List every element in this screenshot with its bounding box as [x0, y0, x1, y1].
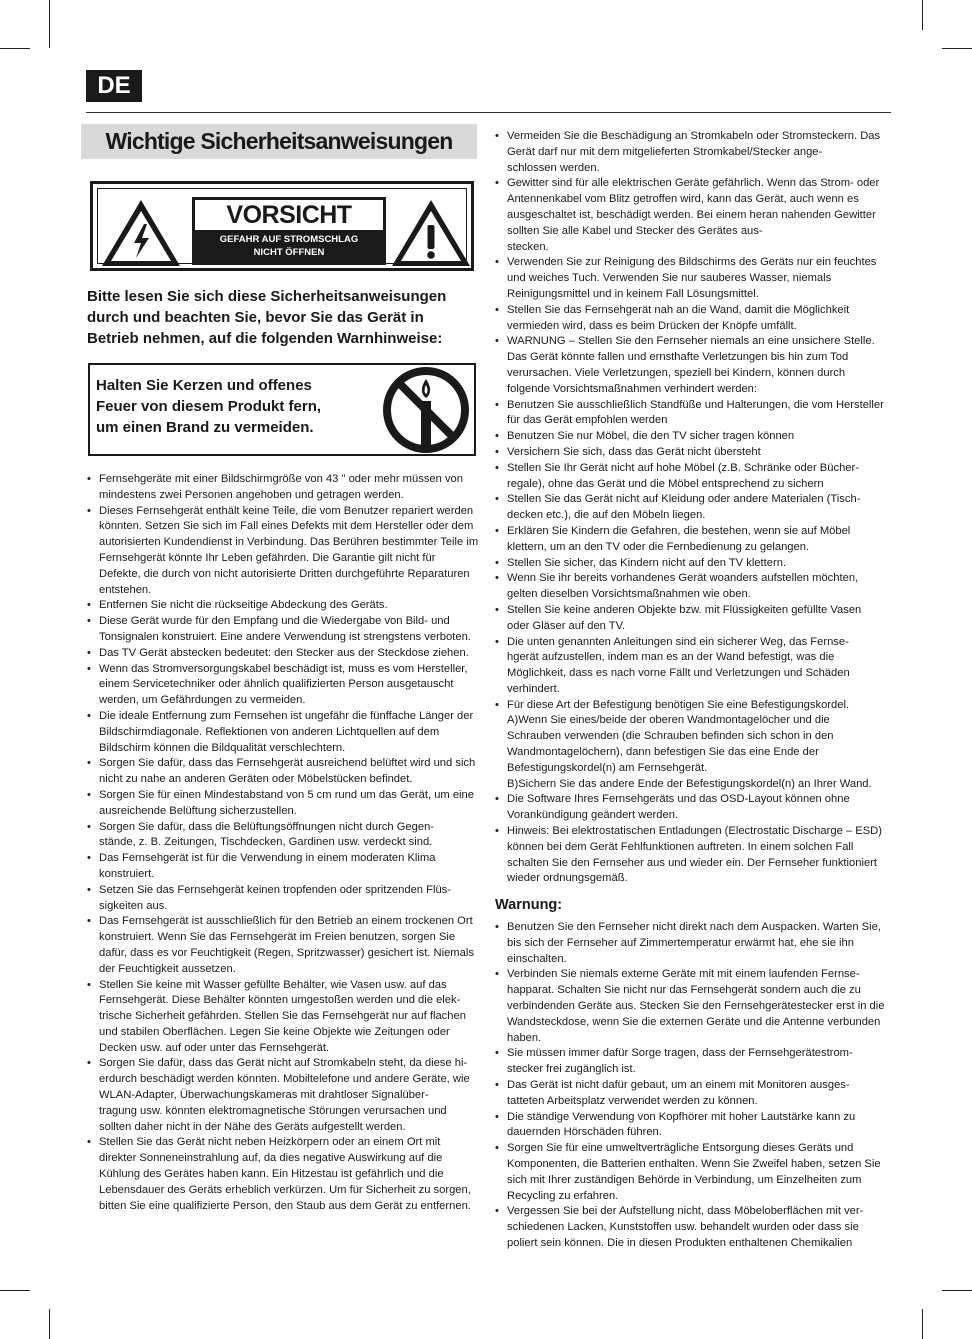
caution-panel [192, 197, 386, 265]
safety-list-item: • Das TV Gerät abstecken bedeutet: den Stecker aus der Steckdose ziehen. [87, 646, 479, 662]
safety-list-item: • Sorgen Sie für einen Mindestabstand von 5 cm rund um das Gerät, um eine ausreichende Belüftung sicherzustellen. [87, 788, 479, 820]
safety-list-item: • Die Software Ihres Fernsehgeräts und das OSD-Layout können ohne Vorankündigung geändert werden. [495, 792, 885, 824]
safety-list-item: • Sorgen Sie dafür, dass das Fernsehgerät ausreichend belüftet wird und sich nicht zu nahe an anderen Geräten oder Möbelstücken befindet. [87, 756, 479, 788]
crop-mark [942, 1290, 972, 1291]
caution-inner-frame [97, 188, 467, 264]
candle-warning-box [88, 363, 476, 456]
crop-mark [49, 1309, 50, 1339]
safety-list-item: • Stellen Sie das Gerät nicht neben Heizkörpern oder an einem Ort mit direkter Sonneneinstrahlung auf, da dies negative Auswirkung auf die Kühlung des Gerätes haben kann. Ein Hitzestau ist gefährlich und die Lebensdauer des Geräts erheblich verkürzen. Um für Sicherheit zu sorgen, bitten Sie eine qualifizierte Person, den Staub aus dem Gerät zu entfernen. [87, 1135, 479, 1214]
safety-list-item: • Vermeiden Sie die Beschädigung an Stromkabeln oder Stromsteckern. Das Gerät darf nur mit dem mitgelieferten Stromkabel/Stecker ange- schlossen werden. [495, 129, 885, 176]
header-divider [86, 112, 891, 113]
warning-heading: Warnung: [495, 897, 563, 913]
crop-mark [49, 0, 50, 48]
warning-list-item: • Benutzen Sie den Fernseher nicht direkt nach dem Auspacken. Warten Sie, bis sich der Fernseher auf Zimmertemperatur erwärmt hat, ehe sie ihn einschalten. [495, 920, 885, 967]
safety-list-right [495, 129, 885, 887]
warning-list-item: • Sie müssen immer dafür Sorge tragen, dass der Fernsehgerätestrom- stecker frei zugänglich ist. [495, 1046, 885, 1078]
no-open-flame-icon [382, 366, 470, 454]
safety-list-item: • Benutzen Sie ausschließlich Standfüße und Halterungen, die vom Hersteller für das Gerät empfohlen werden [495, 398, 885, 430]
caution-headline: VORSICHT [195, 200, 383, 230]
crop-mark [922, 0, 923, 30]
safety-list-item: • Wenn das Stromversorgungskabel beschädigt ist, muss es vom Hersteller, einem Servicetechniker oder ähnlich qualifizierten Person ausgetauscht werden, um Gefährdungen zu vermeiden. [87, 662, 479, 709]
safety-list-item: • Verwenden Sie zur Reinigung des Bildschirms des Geräts nur ein feuchtes und weiches Tuch. Verwenden Sie nur sauberes Wasser, niemals Reinigungsmittel und in keinem Fall Lösungsmittel. [495, 255, 885, 302]
safety-list-item: • Sorgen Sie dafür, dass die Belüftungsöffnungen nicht durch Gegen- stände, z. B. Zeitungen, Tischdecken, Gardinen usw. verdeckt sind. [87, 820, 479, 852]
safety-list-item: • Hinweis: Bei elektrostatischen Entladungen (Electrostatic Discharge – ESD) können bei dem Gerät Fehlfunktionen auftreten. In einem solchen Fall schalten Sie den Fernseher aus und wieder ein. Der Fernseher funktioniert wieder ordnungsgemäß. [495, 824, 885, 887]
caution-subline: NICHT ÖFFNEN [253, 247, 325, 258]
language-badge: DE [86, 70, 142, 102]
intro-text: Bitte lesen Sie sich diese Sicherheitsanweisungen durch und beachten Sie, bevor Sie das Gerät in Betrieb nehmen, auf die folgenden Warnhinweise: [87, 288, 447, 347]
exclamation-warning-icon [390, 198, 472, 268]
safety-list-item: • Stellen Sie Ihr Gerät nicht auf hohe Möbel (z.B. Schränke oder Bücher- regale), ohne das Gerät und die Möbel entsprechend zu sichern [495, 461, 885, 493]
safety-list-item: • Versichern Sie sich, dass das Gerät nicht übersteht [495, 445, 885, 461]
safety-list-item: • Erklären Sie Kindern die Gefahren, die bestehen, wenn sie auf Möbel klettern, um an den TV oder die Fernbedienung zu gelangen. [495, 524, 885, 556]
safety-list-item: • Gewitter sind für alle elektrischen Geräte gefährlich. Wenn das Strom- oder Antennenkabel vom Blitz getroffen wird, kann das Gerät, auch wenn es ausgeschaltet ist, beschädigt werden. Bei einem heran nahenden Gewitter sollten Sie alle Kabel und Stecker des Gerätes aus- stecken. [495, 176, 885, 255]
safety-list-item: • WARNUNG – Stellen Sie den Fernseher niemals an eine unsichere Stelle. Das Gerät könnte fallen und ernsthafte Verletzungen bis hin zum Tod verursachen. Viele Verletzungen, speziell bei Kindern, können durch folgende Vorsichtsmaßnahmen verhindert werden: [495, 334, 885, 397]
safety-list-item: • Stellen Sie keine anderen Objekte bzw. mit Flüssigkeiten gefüllte Vasen oder Gläser auf den TV. [495, 603, 885, 635]
safety-list-item: • Entfernen Sie nicht die rückseitige Abdeckung des Geräts. [87, 598, 479, 614]
safety-list-item: • Die ideale Entfernung zum Fernsehen ist ungefähr die fünffache Länger der Bildschirmdiagonale. Reflektionen von anderen Lichtquellen auf dem Bildschirm können die Bildqualität verschlechtern. [87, 709, 479, 756]
crop-mark [942, 48, 972, 49]
warning-list-item: • Sorgen Sie für eine umweltverträgliche Entsorgung dieses Geräts und Komponenten, die Batterien enthalten. Wenn Sie Zweifel haben, setzen Sie sich mit Ihrer zuständigen Behörde in Verbindung, um Einzelheiten zum Recycling zu erfahren. [495, 1141, 885, 1204]
safety-list-item: • Das Fernsehgerät ist für die Verwendung in einem moderaten Klima konstruiert. [87, 851, 479, 883]
crop-mark [922, 1309, 923, 1339]
warning-list-item: • Das Gerät ist nicht dafür gebaut, um an einem mit Monitoren ausges- tatteten Arbeitsplatz verwendet werden zu können. [495, 1078, 885, 1110]
safety-list-left [87, 472, 479, 1214]
safety-list-item: • Stellen Sie sicher, das Kindern nicht auf den TV klettern. [495, 556, 885, 572]
safety-list-item: • Fernsehgeräte mit einer Bildschirmgröße von 43 " oder mehr müssen von mindestens zwei Personen angehoben und getragen werden. [87, 472, 479, 504]
safety-list-item: • Diese Gerät wurde für den Empfang und die Wiedergabe von Bild- und Tonsignalen konstruiert. Eine andere Verwendung ist strengstens verboten. [87, 614, 479, 646]
safety-list-item: • Wenn Sie ihr bereits vorhandenes Gerät woanders aufstellen möchten, gelten dieselben Vorsichtsmaßnahmen wie oben. [495, 571, 885, 603]
warning-list-item: • Verbinden Sie niemals externe Geräte mit mit einem laufenden Fernse- happarat. Schalten Sie nicht nur das Fernsehgerät sondern auch die zu verbindenden Geräte aus. Stecken Sie den Fernsehgerätestecker erst in die Wandsteckdose, wenn Sie die externen Geräte und die Antenne verbunden haben. [495, 967, 885, 1046]
lightning-warning-icon [100, 198, 182, 268]
warning-list-item: • Die ständige Verwendung von Kopfhörer mit hoher Lautstärke kann zu dauernden Hörschäden führen. [495, 1110, 885, 1142]
page-title: Wichtige Sicherheitsanweisungen [105, 128, 453, 154]
caution-label [90, 181, 474, 271]
warning-list-item: • Vergessen Sie bei der Aufstellung nicht, dass Möbeloberflächen mit ver- schiedenen Lacken, Kunststoffen usw. behandelt wurden oder dass sie poliert sein können. Die in diesen Produkten enthaltenen Chemikalien [495, 1204, 885, 1251]
caution-subline: GEFAHR AUF STROMSCHLAG [219, 234, 359, 245]
crop-mark [0, 1290, 30, 1291]
safety-list-item: • Die unten genannten Anleitungen sind ein sicherer Weg, das Fernse- hgerät aufzustellen, indem man es an der Wand befestigt, was die Möglichkeit, dass es nach vorne Fällt und Verletzungen und Schäden verhindert. [495, 635, 885, 698]
safety-list-item: • Benutzen Sie nur Möbel, die den TV sicher tragen können [495, 429, 885, 445]
safety-list-item: • Stellen Sie keine mit Wasser gefüllte Behälter, wie Vasen usw. auf das Fernsehgerät. Diese Behälter könnten umgestoßen werden und die elek- trische Sicherheit gefährden. Stellen Sie das Fernsehgerät nur auf flachen und stabilen Oberflächen. Legen Sie keine Objekte wie Zeitungen oder Decken usw. auf oder unter das Fernsehgerät. [87, 978, 479, 1057]
candle-warning-text: Halten Sie Kerzen und offenes Feuer von diesem Produkt fern, um einen Brand zu vermeiden. [96, 377, 322, 436]
caution-subtext [192, 233, 386, 259]
safety-list-item: • Dieses Fernsehgerät enthält keine Teile, die vom Benutzer repariert werden könnten. Setzen Sie sich im Fall eines Defekts mit dem Hersteller oder dem autorisierten Kundendienst in Verbindung. Das Berühren bestimmter Teile im Fernsehgerät könnte Ihr Leben gefährden. Die Garantie gilt nicht für Defekte, die durch von nicht autorisierte Dritten durchgeführte Reparaturen entstehen. [87, 504, 479, 599]
safety-list-item: • Für diese Art der Befestigung benötigen Sie eine Befestigungskordel. A)Wenn Sie eines/beide der oberen Wandmontagelöcher und die Schrauben verwenden (die Schrauben befinden sich schon in den Wandmontagelöchern), dann befestigen Sie das eine Ende der Befestigungskordel(n) am Fernsehgerät. B)Sichern Sie das andere Ende der Befestigungskordel(n) an Ihrer Wand. [495, 698, 885, 793]
safety-list-item: • Setzen Sie das Fernsehgerät keinen tropfenden oder spritzenden Flüs- sigkeiten aus. [87, 883, 479, 915]
safety-list-item: • Sorgen Sie dafür, dass das Gerät nicht auf Stromkabeln steht, da diese hi- erdurch beschädigt werden könnten. Mobiltelefone und andere Geräte, wie WLAN-Adapter, Überwachungskameras mit drahtloser Signalüber- tragung usw. könnten elektromagnetische Störungen verursachen und sollten daher nicht in der Nähe des Geräts aufgestellt werden. [87, 1056, 479, 1135]
safety-list-item: • Stellen Sie das Gerät nicht auf Kleidung oder andere Materialen (Tisch- decken etc.), die auf den Möbeln liegen. [495, 492, 885, 524]
safety-list-item: • Das Fernsehgerät ist ausschließlich für den Betrieb an einem trockenen Ort konstruiert. Wenn Sie das Fernsehgerät im Freien benutzen, sorgen Sie dafür, dass es vor Feuchtigkeit (Regen, Spritzwasser) gesichert ist. Niemals der Feuchtigkeit aussetzen. [87, 914, 479, 977]
safety-list-item: • Stellen Sie das Fernsehgerät nah an die Wand, damit die Möglichkeit vermieden wird, dass es beim Drücken der Knöpfe umfällt. [495, 303, 885, 335]
title-bar [81, 124, 477, 159]
warning-list [495, 920, 885, 1252]
crop-mark [0, 48, 30, 49]
